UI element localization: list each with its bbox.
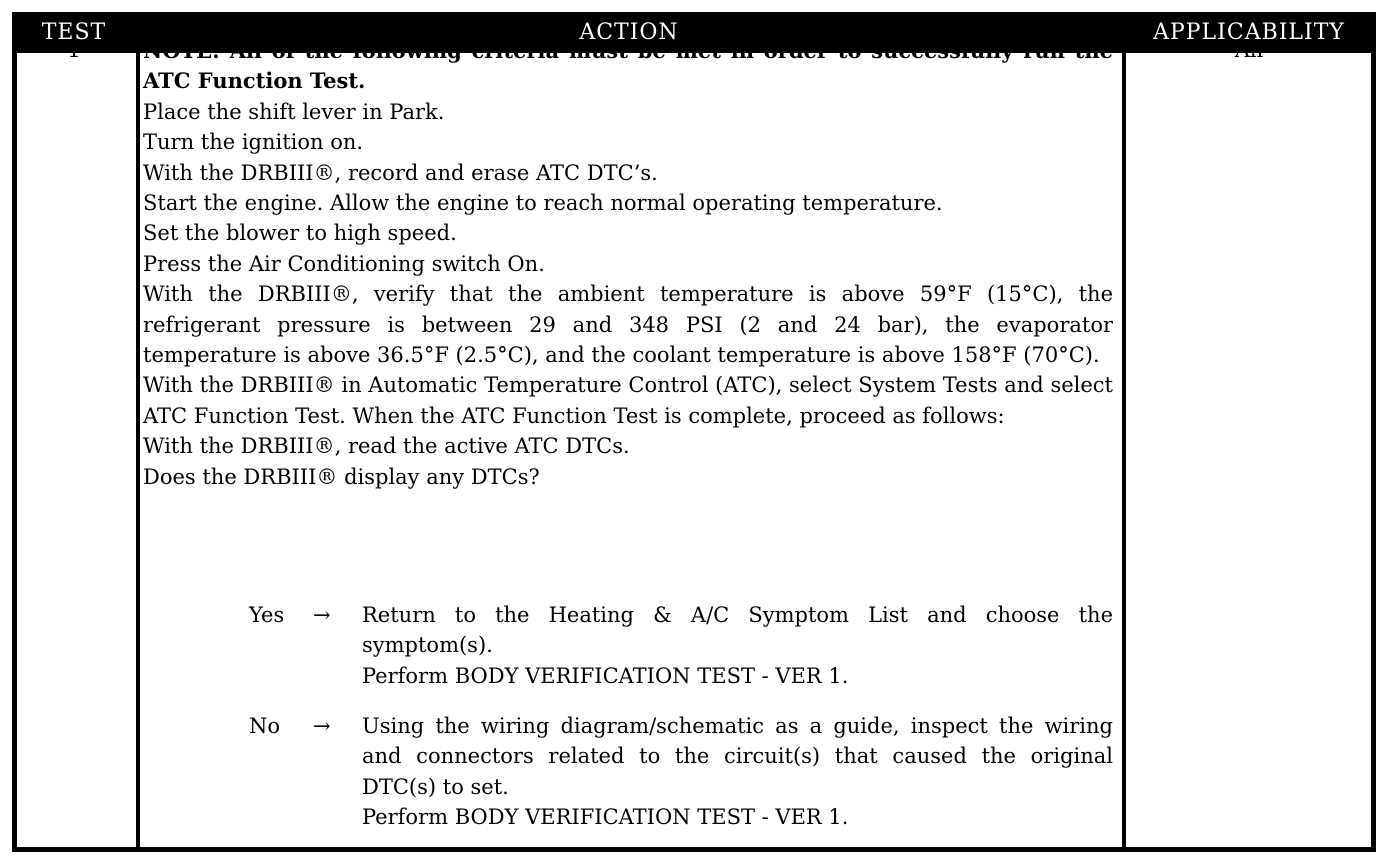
arrow-right-icon: → [313,603,331,627]
step-text: With the DRBIII®, read the active ATC DTCs. [143,434,630,459]
answer-line: Return to the Heating & A/C Symptom List and choose the symptom(s). [362,603,1113,658]
step-text: With the DRBIII®, verify that the ambient temperature is above 59°F (15°C), the refrigerant pressure is between 29 and 348 PSI (2 and 24 bar), the evaporator temperature is above 36.5°F (2.5°C), and the coolant temperature is above 158°F (70°C). [143,282,1113,368]
answer-line: Perform BODY VERIFICATION TEST - VER 1. [362,805,849,830]
step-text: With the DRBIII®, record and erase ATC DTC’s. [143,160,658,185]
header-test: TEST [41,20,107,45]
test-number: 1 [67,38,81,62]
answer-label: Yes [249,603,285,627]
answer-line: Using the wiring diagram/schematic as a guide, inspect the wiring and connectors related to the circuit(s) that caused the original DTC(s) to set. [362,714,1113,799]
step-text: Set the blower to high speed. [143,221,457,246]
arrow-right-icon: → [313,714,331,738]
answer-label: No [249,714,281,738]
step-text: Press the Air Conditioning switch On. [143,251,545,276]
step-text: Start the engine. Allow the engine to reach normal operating temperature. [143,191,943,216]
applicability-value: All [1234,38,1264,62]
column-divider [136,53,140,852]
step-text: Turn the ignition on. [143,130,364,155]
header-applicability: APPLICABILITY [1153,20,1345,45]
answer-line: Perform BODY VERIFICATION TEST - VER 1. [362,663,849,688]
step-text: Place the shift lever in Park. [143,99,445,124]
step-text: Does the DRBIII® display any DTCs? [143,464,540,489]
column-divider [1122,53,1126,852]
step-text: With the DRBIII® in Automatic Temperature Control (ATC), select System Tests and select ATC Function Test. When the ATC Function Test is complete, proceed as follows: [143,373,1113,428]
diagnostic-test-table [12,12,1376,852]
answer-text [362,600,1113,691]
header-action: ACTION [579,20,679,45]
action-cell [143,36,1113,492]
note-text: NOTE: All of the following criteria must be met in order to successfully run the ATC Function Test. [143,38,1113,94]
answer-text [362,711,1113,833]
